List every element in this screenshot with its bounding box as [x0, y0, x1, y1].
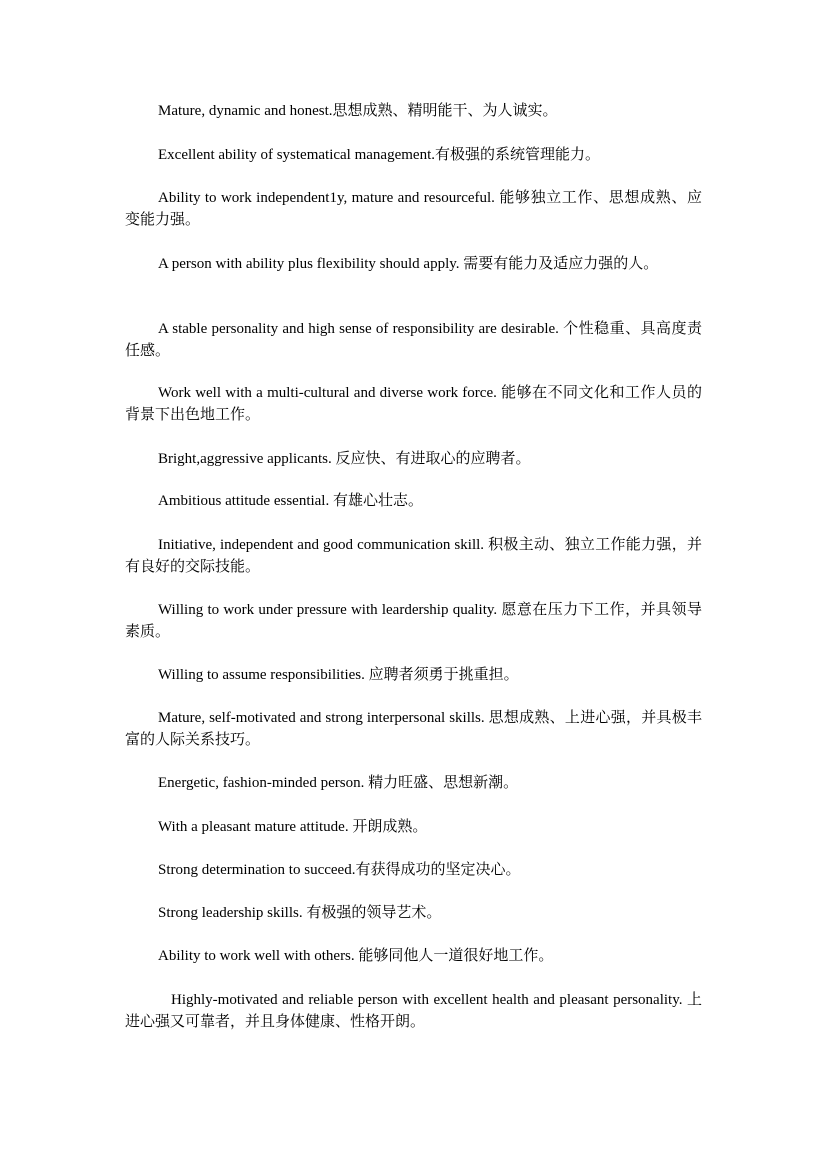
paragraph-responsibilities: Willing to assume responsibilities. 应聘者须勇于挑重担。: [158, 667, 519, 683]
paragraph-ambitious: Ambitious attitude essential. 有雄心壮志。: [158, 493, 423, 509]
paragraph-multicultural: Work well with a multi-cultural and diverse work force. 能够在不同文化和工作人员的背景下出色地工作。: [125, 385, 702, 423]
paragraph-pleasant-attitude: With a pleasant mature attitude. 开朗成熟。: [158, 819, 428, 835]
paragraph-energetic: Energetic, fashion-minded person. 精力旺盛、思想新潮。: [158, 775, 519, 791]
paragraph-self-motivated: Mature, self-motivated and strong interpersonal skills. 思想成熟、上进心强，并具极丰富的人际关系技巧。: [125, 710, 702, 748]
paragraph-work-with-others: Ability to work well with others. 能够同他人一道很好地工作。: [158, 948, 554, 964]
paragraph-work-independently: Ability to work independent1y, mature and resourceful. 能够独立工作、思想成熟、应变能力强。: [125, 190, 702, 228]
paragraph-leadership: Strong leadership skills. 有极强的领导艺术。: [158, 905, 442, 921]
paragraph-under-pressure: Willing to work under pressure with leardership quality. 愿意在压力下工作，并具领导素质。: [125, 602, 702, 640]
paragraph-bright-aggressive: Bright,aggressive applicants. 反应快、有进取心的应聘者。: [158, 451, 531, 467]
paragraph-highly-motivated: Highly-motivated and reliable person with excellent health and pleasant personality. 上进心强又可靠者，并且身体健康、性格开朗。: [125, 992, 702, 1030]
paragraph-systematic-management: Excellent ability of systematical management.有极强的系统管理能力。: [158, 147, 600, 163]
paragraph-mature-dynamic: Mature, dynamic and honest.思想成熟、精明能干、为人诚实。: [158, 103, 558, 119]
paragraph-stable-personality: A stable personality and high sense of responsibility are desirable. 个性稳重、具高度责任感。: [125, 321, 702, 359]
paragraph-ability-flexibility: A person with ability plus flexibility should apply. 需要有能力及适应力强的人。: [158, 256, 659, 272]
paragraph-determination: Strong determination to succeed.有获得成功的坚定决心。: [158, 862, 521, 878]
paragraph-initiative: Initiative, independent and good communication skill. 积极主动、独立工作能力强，并有良好的交际技能。: [125, 537, 702, 575]
